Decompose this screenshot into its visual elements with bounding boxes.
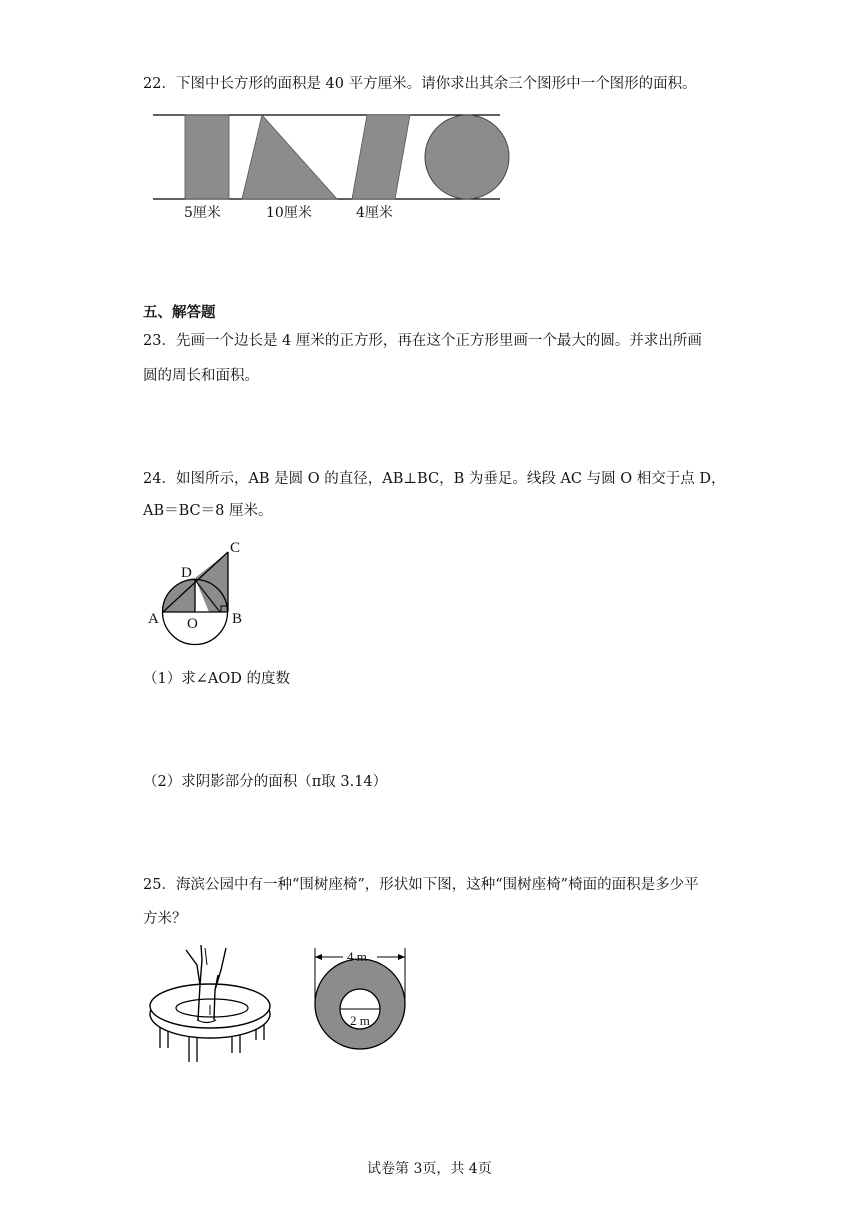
q25-outer-label: 4 m [347, 949, 367, 964]
q24-line1: 24．如图所示，AB 是圆 O 的直径，AB⊥BC，B 为垂足。线段 AC 与圆 O 相交于点 D， [143, 471, 726, 487]
q24-line2: AB＝BC＝8 厘米。 [143, 503, 273, 519]
q24-label-b: B [232, 611, 243, 627]
q24-sub1: （1）求∠AOD 的度数 [143, 671, 290, 687]
section-title: 五、解答题 [143, 304, 216, 321]
q25-inner-label: 2 m [350, 1013, 370, 1028]
q22-label-triangle: 10厘米 [266, 205, 312, 221]
q22-text: 22．下图中长方形的面积是 40 平方厘米。请你求出其余三个图形中一个图形的面积。 [143, 76, 697, 92]
q23-line1: 23．先画一个边长是 4 厘米的正方形，再在这个正方形里画一个最大的圆。并求出所画 [143, 333, 702, 349]
q25-line2: 方米？ [143, 911, 187, 927]
q25-arrow-left [315, 954, 322, 960]
q23-line2: 圆的周长和面积。 [143, 368, 259, 384]
q25-line1: 25．海滨公园中有一种“围树座椅”，形状如下图，这种“围树座椅”椅面的面积是多少平 [143, 877, 699, 893]
q25-arrow-right [398, 954, 405, 960]
q24-label-c: C [230, 540, 241, 556]
q24-sub2: （2）求阴影部分的面积（π取 3.14） [143, 774, 388, 790]
q22-label-parallelogram: 4厘米 [356, 205, 393, 221]
q22-label-rect: 5厘米 [184, 205, 221, 221]
q24-label-d: D [181, 565, 192, 581]
q24-label-o: O [187, 616, 198, 632]
q24-label-a: A [148, 611, 159, 627]
page-footer: 试卷第 3页，共 4页 [367, 1161, 492, 1177]
